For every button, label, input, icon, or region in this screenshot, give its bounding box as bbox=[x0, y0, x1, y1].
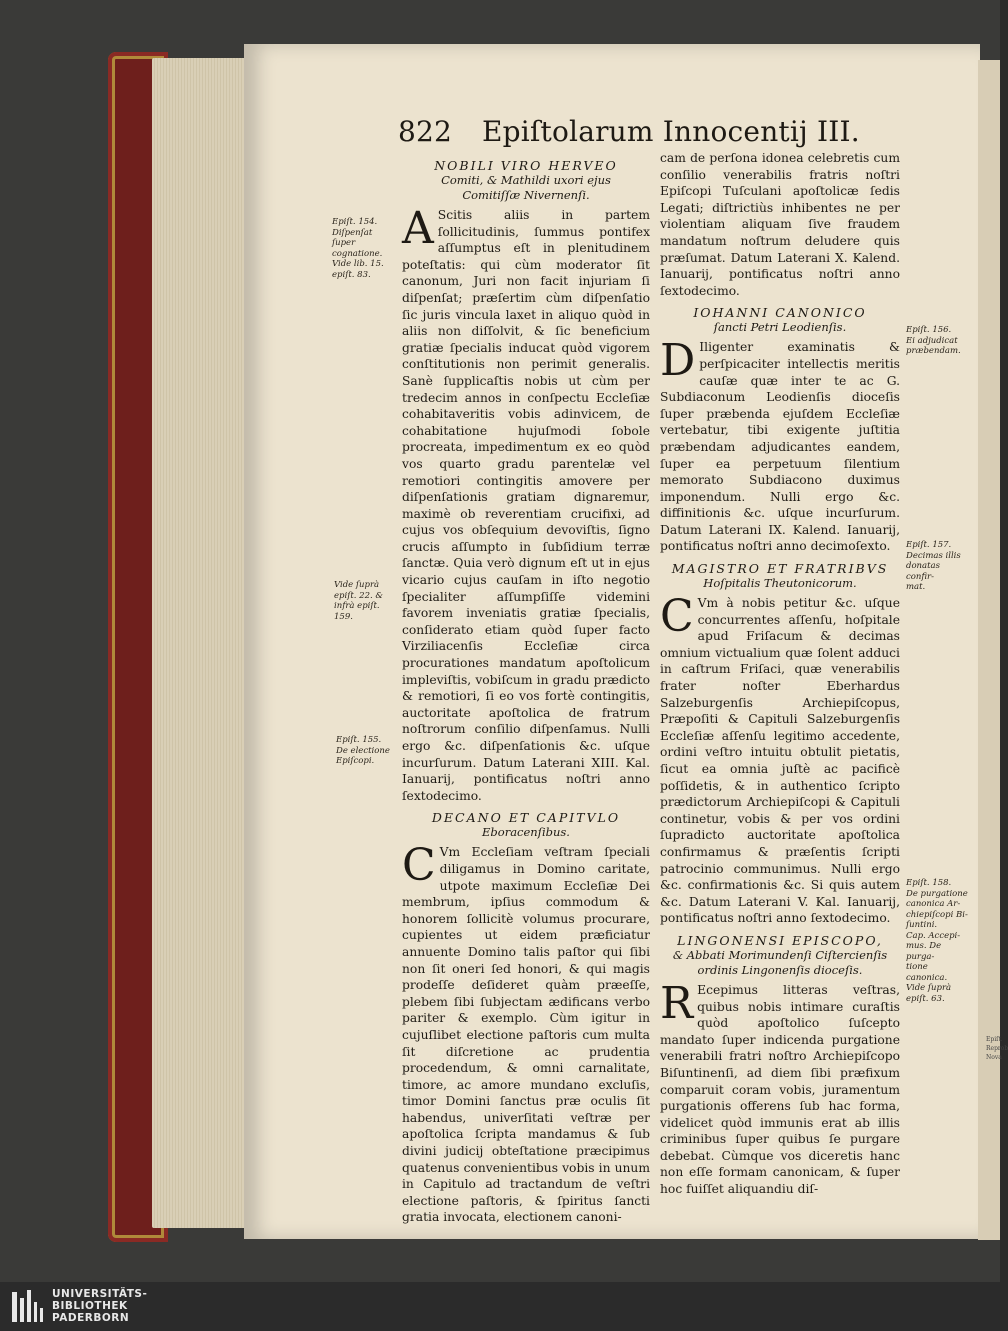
page-edges bbox=[152, 58, 248, 1228]
margin-line: infrà epiſt. bbox=[334, 601, 380, 611]
margin-line: canonica Ar- bbox=[906, 899, 961, 909]
letter-continuation: cam de perſona idonea celebretis cum conſilio venerabilis fratris noſtri Epiſcopi Tuſculani apoſtolicæ ſedis Legati; diſtrictiùs inhibentes ne per violentiam aliquam ſive fraudem mandatum noſtrum deludere quis præſumat. Datum Laterani X. Kalend. Ianuarij, pontificatus noſtri anno ſextodecimo. bbox=[660, 151, 900, 298]
drop-cap: A bbox=[402, 203, 434, 254]
letter-155 bbox=[402, 840, 650, 1226]
margin-line: mus. De purga- bbox=[906, 941, 942, 962]
margin-line: Epiſt. 157. bbox=[906, 540, 952, 550]
address-line: IOHANNI CANONICO bbox=[693, 305, 867, 321]
margin-note-157 bbox=[906, 540, 970, 593]
margin-line: Epiſt. 155. bbox=[336, 735, 382, 745]
margin-line: tione canonica. bbox=[906, 962, 948, 983]
margin-line: Epiſcopi. bbox=[336, 756, 375, 766]
address-1 bbox=[402, 158, 650, 203]
margin-line: Vide lib. 15. bbox=[332, 259, 384, 269]
margin-note-156 bbox=[906, 325, 970, 357]
address-line: Comitiſſæ Nivernenſi. bbox=[462, 188, 590, 202]
margin-line: Ei adjudicat bbox=[906, 335, 958, 346]
margin-line: Vide ſuprà bbox=[906, 983, 952, 993]
address-2 bbox=[402, 810, 650, 840]
column-right bbox=[660, 150, 900, 1204]
margin-line: mat. bbox=[906, 582, 926, 592]
letter-157 bbox=[660, 591, 900, 927]
margin-note-155 bbox=[336, 735, 400, 767]
drop-cap: C bbox=[402, 840, 436, 892]
library-name-line: PADERBORN bbox=[52, 1312, 130, 1324]
facing-page bbox=[978, 60, 1008, 1240]
letter-156 bbox=[660, 335, 900, 555]
library-logo-icon bbox=[10, 1288, 46, 1326]
library-footer bbox=[0, 1282, 1000, 1331]
letter-154 bbox=[402, 203, 650, 804]
running-title: Epiſtolarum Innocentij III. bbox=[482, 115, 860, 148]
drop-cap: R bbox=[660, 977, 694, 1029]
address-line: Comiti, & Mathildi uxori ejus bbox=[441, 173, 611, 187]
margin-line: De purgatione bbox=[906, 888, 968, 899]
library-name bbox=[52, 1288, 147, 1324]
address-line: DECANO ET CAPITVLO bbox=[431, 810, 621, 826]
address-5 bbox=[660, 933, 900, 978]
library-name-line: BIBLIOTHEK bbox=[52, 1300, 128, 1312]
address-line: Eboracenſibus. bbox=[482, 825, 570, 840]
library-name-line: UNIVERSITÄTS- bbox=[52, 1288, 148, 1300]
margin-line: epiſt. 83. bbox=[332, 269, 371, 280]
margin-line: præbendam. bbox=[906, 346, 961, 356]
letter-text: Vm Eccleſiam veſtram ſpeciali diligamus in Domino caritate, utpote maximum Eccleſiæ Dei membrum, ipſius commodum & honorem ſollicitè volumus procurare, cupientes ut eidem præficiatur annuente Domino talis paſtor qui ſibi non ſit oneri ſed honori, & qui magis prodeſſe deſideret quàm præeſſe, plebem ſibi ſubjectam ædificans verbo pariter & exemplo. Cùm igitur in cujuſlibet electione paſtoris cum multa ſit diſcretione ac prudentia procedendum, & omni carnalitate, timore, ac amore mundano excluſis, timor Domini ſanctus præ oculis ſit habendus, univerſitati veſtræ per apoſtolica ſcripta mandamus & ſub divini judicij obteſtatione præcipimus quatenus convenientibus vobis in unum in Capitulo ad tractandum de veſtri electione paſtoris, & ſpiritus ſancti gratia invocata, electionem canoni- bbox=[402, 845, 650, 1225]
address-3 bbox=[660, 305, 900, 335]
margin-note-158 bbox=[906, 878, 970, 1004]
letter-158 bbox=[660, 977, 900, 1198]
margin-line: epiſt. 63. bbox=[906, 993, 945, 1004]
facing-page-fragment: Epiſt. Reprob Nova bbox=[986, 1036, 1008, 1061]
margin-note-154 bbox=[332, 217, 396, 280]
address-line: MAGISTRO ET FRATRIBVS bbox=[671, 561, 889, 577]
drop-cap: C bbox=[660, 591, 694, 643]
letter-text: Ecepimus litteras veſtras, quibus nobis intimare curaſtis quòd apoſtolico ſuſcepto mandato ſuper indicenda purgatione venerabili fratri noſtro Archiepiſcopo Biſuntinenſi, ad diem ſibi præfixum comparuit coram vobis, juramentum purgationis offerens ſub hac forma, videlicet quòd immunis erat ab illis criminibus ſuper quibus ſe purgare debebat. Cùmque vos diceretis hanc non eſſe formam canonicam, & ſuper hoc fuiſſet aliquandiu diſ- bbox=[660, 982, 900, 1197]
address-line: Hoſpitalis Theutonicorum. bbox=[703, 576, 857, 591]
address-line: & Abbati Morimundenſi Ciſtercienſis bbox=[672, 947, 888, 962]
letter-text: Iligenter examinatis & perſpicaciter intellectis meritis cauſæ quæ inter te ac G. Subdiaconum Leodienſis dioceſis ſuper præbenda ejuſdem Eccleſiæ vertebatur, tibi exigente juſtitia præbendam adjudicantes eandem, ſuper ea perpetuum ſilentium memorato Subdiacono duximus imponendum. Nulli ergo &c. diffinitionis &c. uſque incurſurum. Datum Laterani IX. Kalend. Ianuarij, pontificatus noſtri anno decimoſexto. bbox=[660, 340, 900, 554]
margin-line: Diſpenſat ſuper cognatione. bbox=[332, 227, 383, 259]
drop-cap: D bbox=[660, 335, 696, 387]
margin-line: Epiſt. 156. bbox=[906, 325, 952, 335]
margin-line: Decimas illis bbox=[906, 550, 961, 561]
address-line: NOBILI VIRO HERVEO bbox=[434, 158, 618, 173]
margin-line: donatas confir- bbox=[906, 561, 940, 582]
address-4 bbox=[660, 561, 900, 591]
address-line: ſancti Petri Leodienſis. bbox=[713, 320, 847, 335]
margin-note-vide bbox=[334, 580, 398, 622]
address-line: LINGONENSI EPISCOPO, bbox=[677, 932, 883, 948]
margin-line: 159. bbox=[334, 611, 353, 622]
margin-line: De electione bbox=[336, 745, 390, 756]
letter-text: Scitis aliis in partem ſollicitudinis, ſummus pontifex aſſumptus eſt in plenitudinem poteſtatis: qui cùm moderator ſit canonum, Juri non facit injuriam ſi diſpenſat; præſertim cùm diſpenſatio ſic juris vincula laxet in aliquo quòd in aliis non diſſolvit, & ſic beneficium gratiæ ſpecialis inducat quòd vigorem conſtitutionis non perimit generalis. Sanè ſupplicaſtis nobis ut cùm per tredecim annos in conſpectu Eccleſiæ cohabitaveritis vobis adinvicem, de cohabitatione hujuſmodi ſobole procreata, impedimentum ex eo quòd vos quarto gradu parentelæ vel remotiori contingitis amovere per diſpenſationis gratiam dignaremur, maximè ob reverentiam crucifixi, ad cujus vos obſequium devoviſtis, ſigno crucis aſſumpto in ſubſidium terræ ſanctæ. Quia verò dignum eſt ut in ejus vicario cujus cauſam in iſto negotio ſpecialiter aſſumpſiſſe videmini favorem inveniatis gratiæ ſpecialis, conſiderato etiam quòd ſuper facto Virziliacenſis Eccleſiæ circa procurationes mandatum apoſtolicum impleviſtis, vobiſcum in gradu prædicto & remotiori, ſi eo vos fortè contingitis, auctoritate apoſtolica de fratrum noſtrorum conſilio diſpenſamus. Nulli ergo &c. diſpenſationis &c. uſque incurſurum. Datum Laterani XIII. Kal. Ianuarij, pontificatus noſtri anno ſextodecimo. bbox=[402, 208, 650, 803]
margin-line: ſuntini. bbox=[906, 920, 938, 930]
margin-line: Epiſt. 154. bbox=[332, 217, 378, 227]
margin-line: Epiſt. 158. bbox=[906, 878, 952, 888]
margin-line: epiſt. 22. & bbox=[334, 590, 383, 601]
page-number: 822 bbox=[398, 115, 453, 148]
margin-line: Vide ſuprà bbox=[334, 580, 380, 590]
margin-line: Cap. Accepi- bbox=[906, 930, 961, 941]
column-left bbox=[402, 158, 650, 1232]
address-line: ordinis Lingonenſis dioceſis. bbox=[697, 962, 863, 977]
margin-line: chiepiſcopi Bi- bbox=[906, 909, 968, 920]
running-header bbox=[398, 115, 860, 148]
letter-text: Vm à nobis petitur &c. uſque concurrentes aſſenſu, hoſpitale apud Friſacum & decimas omnium victualium quæ ſolent adduci in caſtrum Friſaci, quæ venerabilis frater noſter Eberhardus Salzeburgenſis Archiepiſcopus, Præpoſiti & Capituli Salzeburgenſis Eccleſiæ aſſenſu legitimo accedente, ordini veſtro intuitu obtulit pietatis, ſicut ea omnia juſtè ac pacificè poſſidetis, & in authentico ſcripto prædictorum Archiepiſcopi & Capituli continetur, vobis & per vos ordini ſupradicto auctoritate apoſtolica confirmamus & præſentis ſcripti patrocinio communimus. Nulli ergo &c. confirmationis &c. Si quis autem &c. Datum Laterani V. Kal. Ianuarij, pontificatus noſtri anno ſextodecimo. bbox=[660, 596, 900, 926]
